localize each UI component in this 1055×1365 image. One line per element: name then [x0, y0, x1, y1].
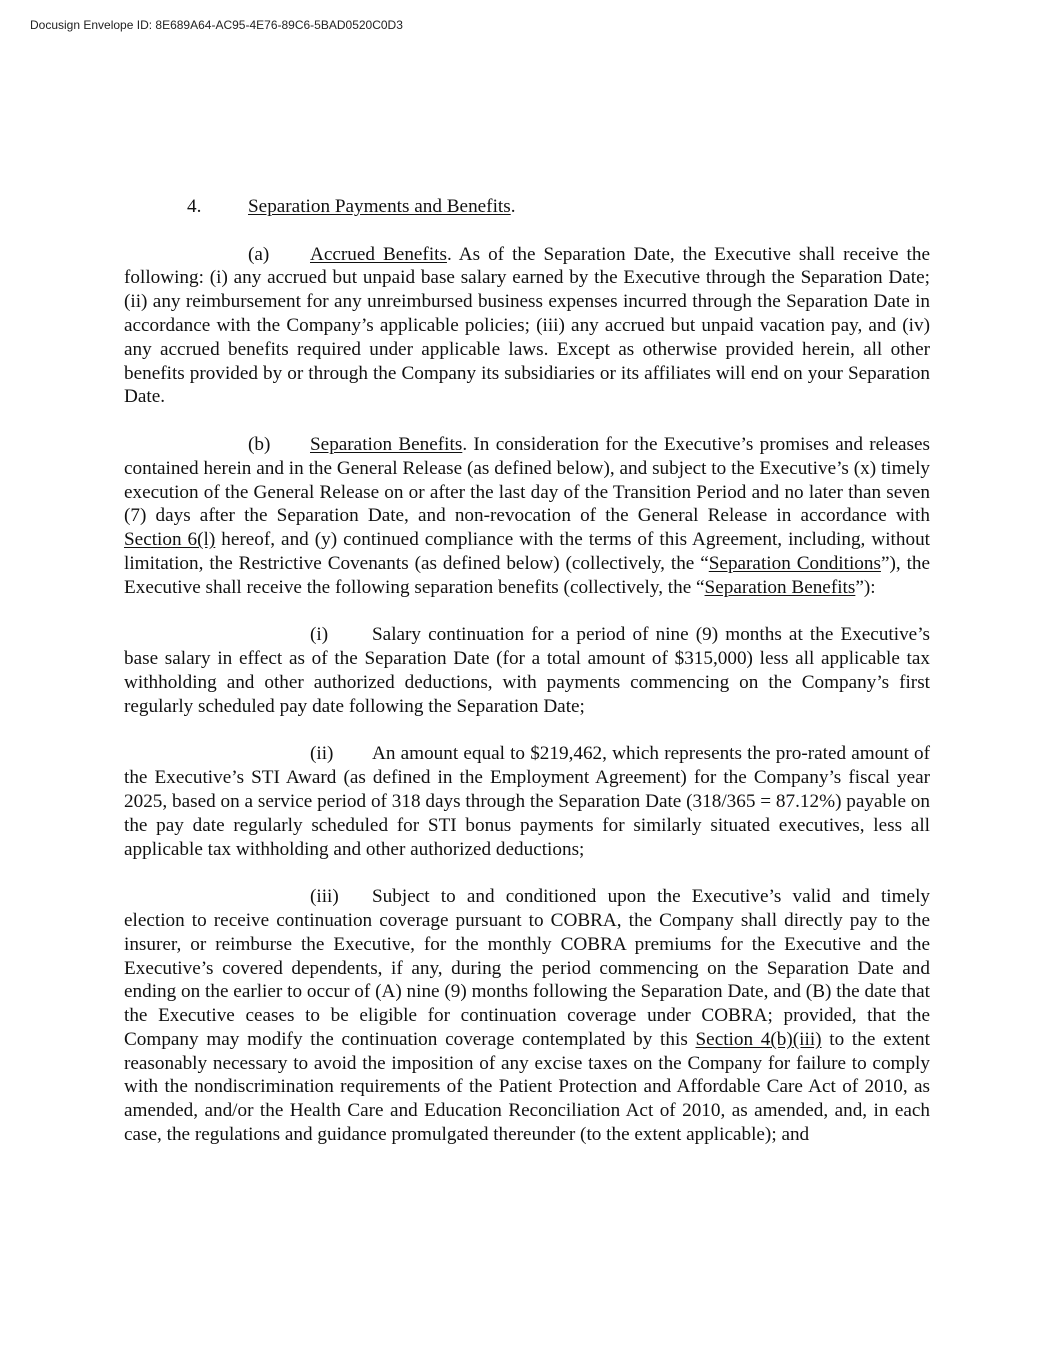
paragraph-ii-label: (ii): [310, 743, 334, 765]
section-number: 4.: [187, 196, 202, 217]
separation-conditions-term: Separation Conditions: [708, 552, 881, 574]
paragraph-a-text: . As of the Separation Date, the Executive shall receive the following: (i) any accrued but unpaid base salary earned by the Executive through the Separation Date; (ii) any reimbursement for any unreimbursed business expenses incurred through the Separation Date in accordance with the Company’s applicable policies; (iii) any accrued but unpaid vacation pay, and (iv) any accrued benefits required under applicable laws. Except as otherwise provided herein, all other benefits provided by or through the Company its subsidiaries or its affiliates will end on your Separation Date.: [124, 243, 930, 408]
paragraph-b-title: Separation Benefits: [310, 433, 463, 455]
paragraph-iii-text-2: to the extent reasonably necessary to avoid the imposition of any excise taxes on the Company for failure to comply with the nondiscrimination requirements of the Patient Protection and Affordable Care Act of 2010, as amended, and/or the Health Care and Education Reconciliation Act of 2010, as amended, and, in each case, the regulations and guidance promulgated thereunder (to the extent applicable); and: [124, 1028, 930, 1146]
paragraph-iii-label: (iii): [310, 886, 339, 908]
paragraph-b-text-2: hereof, and (y) continued compliance with the terms of this Agreement, including, without limitation, the Restrictive Covenants (as defined below) (collectively, the “: [124, 529, 930, 574]
paragraph-b: [124, 433, 930, 600]
section-title: Separation Payments and Benefits: [248, 196, 511, 217]
paragraph-iii: [124, 885, 930, 1147]
paragraph-a-title: Accrued Benefits: [310, 243, 447, 265]
paragraph-b-label: (b): [248, 433, 271, 455]
separation-benefits-term: Separation Benefits: [704, 576, 856, 598]
paragraph-b-text-4: ”):: [855, 576, 876, 598]
paragraph-ii: [124, 742, 930, 861]
paragraph-a-label: (a): [248, 243, 270, 265]
paragraph-i-label: (i): [310, 624, 329, 646]
paragraph-iii-text-1: Subject to and conditioned upon the Executive’s valid and timely election to receive continuation coverage pursuant to COBRA, the Company shall directly pay to the insurer, or reimburse the Executive, for the monthly COBRA premiums for the Executive and the Executive’s covered dependents, if any, during the period commencing on the Separation Date and ending on the earlier to occur of (A) nine (9) months following the Separation Date, and (B) the date that the Executive ceases to be eligible for continuation coverage under COBRA; provided, that the Company may modify the continuation coverage contemplated by this: [124, 886, 930, 1050]
section-6l-reference: Section 6(l): [124, 529, 216, 551]
paragraph-b-text-1: . In consideration for the Executive’s promises and releases contained herein and in the General Release (as defined below), and subject to the Executive’s (x) timely execution of the General Release on or after the last day of the Transition Period and no later than seven (7) days after the Separation Date, and non-revocation of the General Release in accordance with: [124, 433, 930, 527]
section-4biii-reference: Section 4(b)(iii): [695, 1028, 822, 1050]
paragraph-b-text-3: ”), the Executive shall receive the following separation benefits (collectively, the “: [124, 552, 931, 598]
paragraph-a: [124, 243, 930, 410]
section-title-period: .: [510, 196, 516, 217]
paragraph-i: [124, 623, 930, 718]
paragraph-i-text: Salary continuation for a period of nine (9) months at the Executive’s base salary in effect as of the Separation Date (for a total amount of $315,000) less all applicable tax withholding and other authorized deductions, with payments commencing on the Company’s first regularly scheduled pay date following the Separation Date;: [124, 624, 930, 717]
document-body: [124, 195, 930, 1171]
paragraph-ii-text: An amount equal to $219,462, which represents the pro-rated amount of the Executive’s STI Award (as defined in the Employment Agreement) for the Company’s fiscal year 2025, based on a service period of 318 days through the Separation Date (318/365 = 87.12%) payable on the pay date regularly scheduled for STI bonus payments for similarly situated executives, less all applicable tax withholding and other authorized deductions;: [124, 743, 930, 860]
section-heading: [124, 195, 930, 219]
envelope-id: Docusign Envelope ID: 8E689A64-AC95-4E76-89C6-5BAD0520C0D3: [30, 18, 403, 32]
